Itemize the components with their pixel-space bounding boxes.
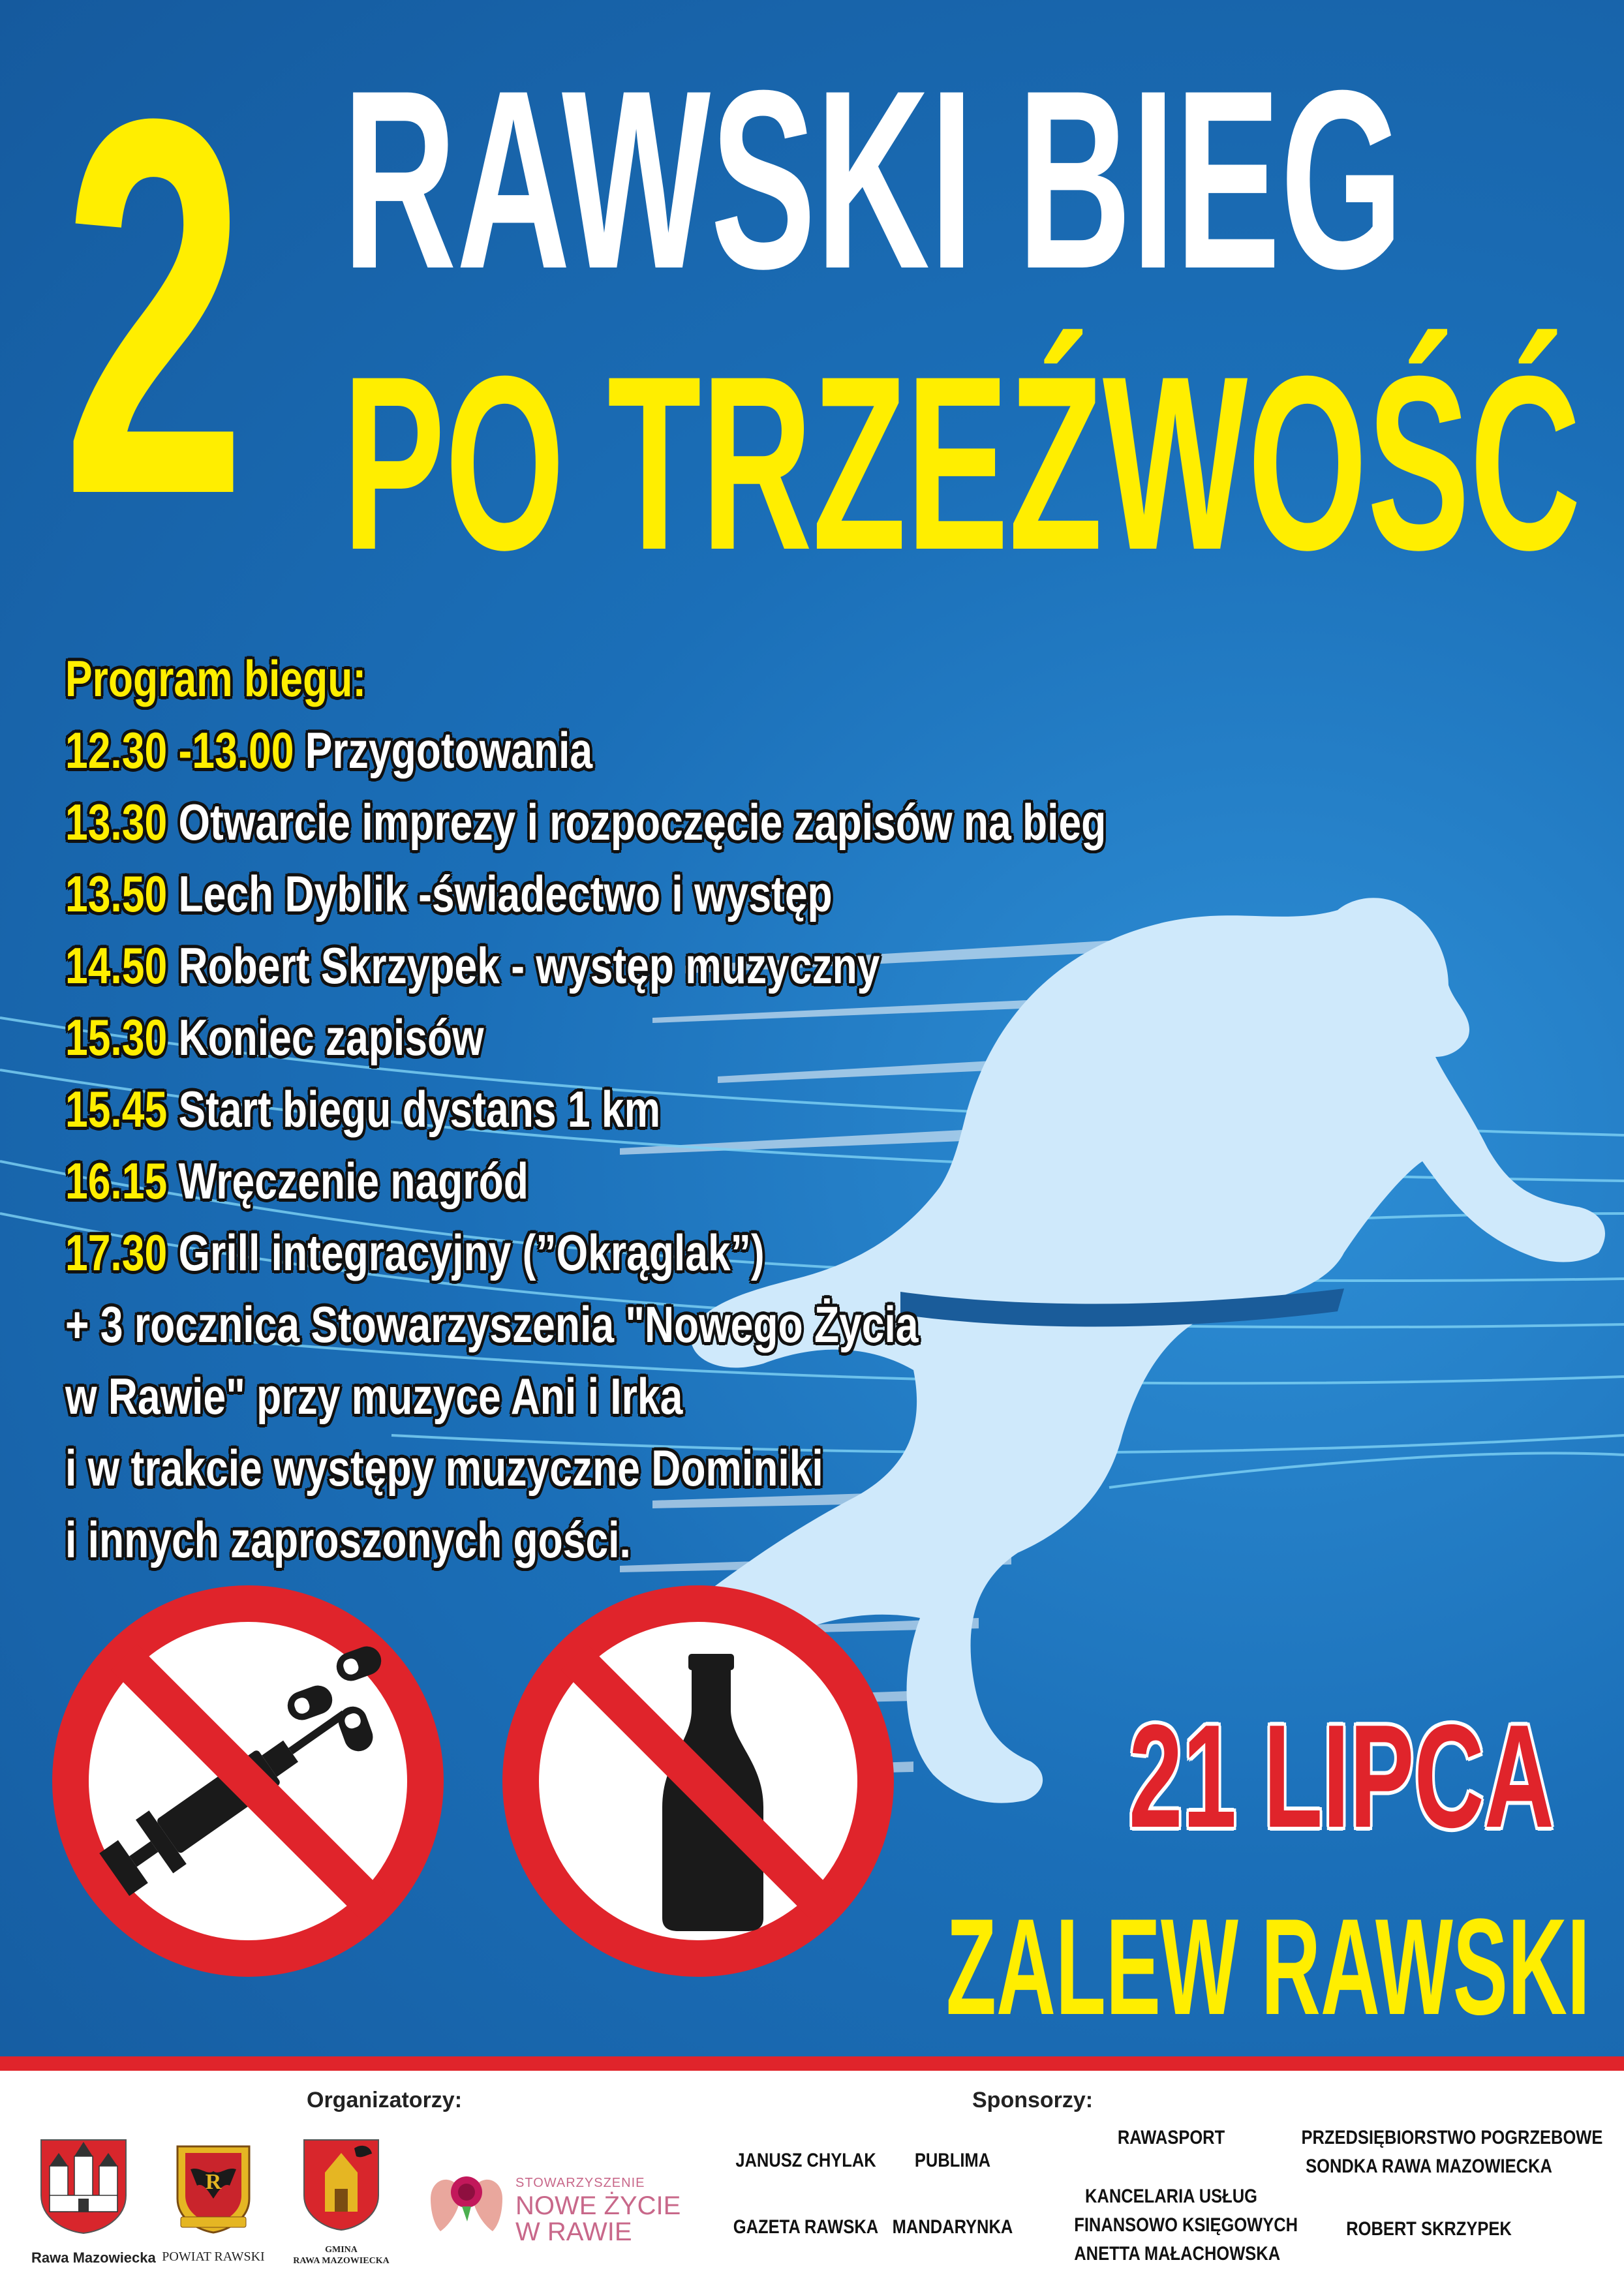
no-drugs-sign-icon: [52, 1585, 444, 1977]
program-text: Lech Dyblik -świadectwo i występ: [167, 865, 833, 923]
program-extra-line: w Rawie" przy muzyce Ani i Irka: [65, 1367, 683, 1425]
program-extra-line: i w trakcie występy muzyczne Dominiki: [65, 1439, 823, 1497]
program-time: 15.30: [65, 1009, 168, 1066]
program-item: [65, 786, 1106, 858]
program-text: Koniec zapisów: [167, 1009, 484, 1066]
title-line-2: PO TRZEŹWOŚĆ: [343, 324, 1581, 602]
program-item: [65, 714, 1106, 786]
event-date: 21 LIPCA: [1129, 1694, 1554, 1858]
program-heading: Program biegu:: [65, 650, 367, 707]
title-line-1: RAWSKI BIEG: [343, 37, 1403, 322]
program-text: Wręczenie nagród: [167, 1152, 529, 1210]
organizer-caption: [289, 2244, 393, 2266]
gmina-caption-line2: RAWA MAZOWIECKA: [293, 2256, 390, 2266]
powiat-rawski-crest-icon: [171, 2140, 256, 2235]
sponsor-robert-skrzypek: ROBERT SKRZYPEK: [1346, 2218, 1512, 2240]
edition-number: 2: [62, 8, 247, 605]
program-item: [65, 1001, 1106, 1073]
kancelaria-line2: FINANSOWO KSIĘGOWYCH: [1074, 2214, 1298, 2236]
program-time: 13.50: [65, 865, 168, 923]
no-alcohol-sign-icon: [502, 1585, 894, 1977]
kancelaria-line1: KANCELARIA USŁUG: [1085, 2186, 1257, 2207]
kancelaria-line3: ANETTA MAŁACHOWSKA: [1074, 2243, 1281, 2265]
program-item: [65, 1145, 1106, 1217]
nowe-zycie-line1: NOWE ŻYCIE: [515, 2191, 681, 2220]
program-item: [65, 1217, 1106, 1289]
organizer-caption: Rawa Mazowiecka: [31, 2250, 156, 2266]
program-text: Otwarcie imprezy i rozpoczęcie zapisów na bieg: [167, 793, 1107, 851]
sponsor-mandarynka: MANDARYNKA: [892, 2216, 1013, 2238]
nowe-zycie-rose-hands-icon: [424, 2159, 509, 2238]
organizers-label: Organizatorzy:: [307, 2088, 463, 2113]
sponsor-janusz-chylak: JANUSZ CHYLAK: [735, 2150, 876, 2171]
sponsor-rawasport: RAWASPORT: [1117, 2127, 1225, 2148]
program-text: Grill integracyjny (”Okrąglak”): [167, 1224, 765, 1281]
program-text: Robert Skrzypek - występ muzyczny: [167, 937, 880, 994]
program-time: 15.45: [65, 1080, 168, 1138]
program-schedule: [65, 643, 1366, 1576]
program-extra-line: + 3 rocznica Stowarzyszenia "Nowego Życia: [65, 1296, 919, 1353]
organizer-caption: POWIAT RAWSKI: [162, 2250, 265, 2264]
event-venue: ZALEW RAWSKI: [946, 1890, 1590, 2043]
footer-divider: [0, 2056, 1624, 2071]
program-item: [65, 1073, 1106, 1145]
sponsor-publima: PUBLIMA: [914, 2150, 991, 2171]
sponsor-przedsiebiorstwo-pogrzebowe: [1301, 2124, 1603, 2181]
gmina-caption-line1: GMINA: [325, 2245, 358, 2255]
program-text: Przygotowania: [294, 722, 593, 779]
svg-text:R: R: [205, 2170, 222, 2194]
sponsor-gazeta-rawska: GAZETA RAWSKA: [733, 2216, 879, 2238]
gmina-rawa-mazowiecka-crest-icon: [299, 2137, 384, 2231]
nowe-zycie-small-text: STOWARZYSZENIE: [515, 2176, 645, 2190]
program-time: 14.50: [65, 937, 168, 994]
program-time: 17.30: [65, 1224, 168, 1281]
program-item: [65, 858, 1106, 930]
program-time: 16.15: [65, 1152, 168, 1210]
sponsors-label: Sponsorzy:: [972, 2088, 1094, 2113]
program-time: 13.30: [65, 793, 168, 851]
program-extra-line: i innych zaproszonych gości.: [65, 1511, 631, 1568]
nowe-zycie-line2: W RAWIE: [515, 2218, 632, 2246]
przedsiebiorstwo-line1: PRZEDSIĘBIORSTWO POGRZEBOWE: [1301, 2127, 1603, 2148]
program-text: Start biegu dystans 1 km: [167, 1080, 661, 1138]
rawa-mazowiecka-crest-icon: [38, 2137, 129, 2235]
program-item: [65, 930, 1106, 1001]
przedsiebiorstwo-line2: SONDKA RAWA MAZOWIECKA: [1306, 2156, 1552, 2177]
program-time: 12.30 -13.00: [65, 722, 294, 779]
sponsor-kancelaria: [1074, 2182, 1298, 2268]
